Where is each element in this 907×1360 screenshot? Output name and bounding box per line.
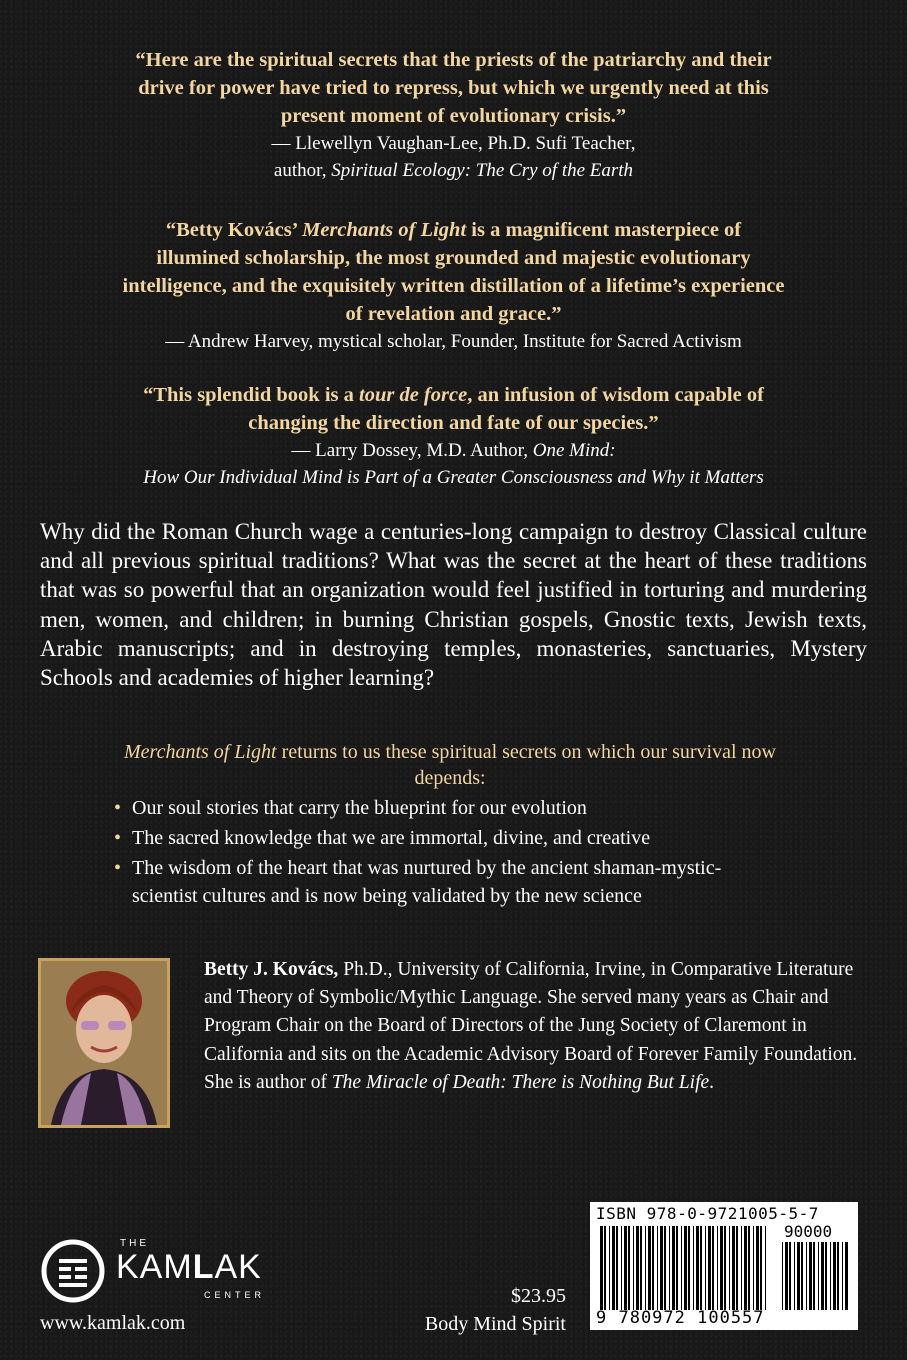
barcode-bar [676,1226,678,1310]
barcode-bar [720,1226,723,1310]
isbn-barcode [590,1202,858,1330]
bullet-icon: • [114,797,122,819]
barcode-bar [813,1242,815,1310]
barcode-bar [624,1226,627,1310]
barcode-bar [616,1226,618,1310]
category: Body Mind Spirit [424,1313,566,1335]
quote-1-line-2: drive for power have tried to repress, but which we urgently need at this [138,77,769,99]
barcode-bar [729,1226,730,1310]
price: $23.95 [511,1285,566,1307]
quote-3-book-title: One Mind: [532,440,616,461]
barcode-bar [660,1226,663,1310]
publisher-the: THE [120,1238,149,1249]
barcode-bar [712,1226,714,1310]
author-book-title: The Miracle of Death: There is Nothing But Life [331,1071,710,1093]
author-portrait-illustration [41,961,167,1125]
barcode-bar [604,1226,606,1310]
barcode-bar [645,1226,646,1310]
barcode-bar [669,1226,670,1310]
book-intro [120,739,780,791]
addon-barcode [782,1242,848,1310]
quote-2-attribution: — Andrew Harvey, mystical scholar, Founder, Institute for Sacred Activism [165,331,742,352]
quote-1-line-1: “Here are the spiritual secrets that the priests of the patriarchy and their [135,49,772,71]
barcode-bar [821,1242,824,1310]
quote-3-attribution: — Larry Dossey, M.D. Author, One Mind: [291,440,616,461]
barcode-bar [648,1226,651,1310]
isbn-label: ISBN 978-0-9721005-5-7 [596,1204,819,1223]
quote-1-book-title: Spiritual Ecology: The Cry of the Earth [331,160,634,181]
barcode-bar [696,1226,699,1310]
barcode-bar [717,1226,718,1310]
publisher-logo [40,1238,280,1308]
barcode-bar [724,1226,726,1310]
barcode-bar [628,1226,630,1310]
intro-book-title: Merchants of Light [124,741,277,763]
barcode-bar [753,1226,754,1310]
barcode-bar [684,1226,687,1310]
barcode-bar [782,1242,783,1310]
barcode-bar [705,1226,706,1310]
barcode-bar [794,1242,795,1310]
barcode-bar [797,1242,800,1310]
barcode-bar [842,1242,843,1310]
endorsement-quote-1 [40,46,867,184]
barcode-bar [837,1242,839,1310]
barcode-number: 9 780972 100557 [596,1308,765,1328]
publisher-name: KAMLAK [116,1248,262,1286]
barcode-bar [830,1242,831,1310]
barcode-bar [633,1226,634,1310]
barcode-bar [818,1242,819,1310]
barcode-bar [748,1226,750,1310]
endorsement-quote-3 [40,381,867,491]
barcode-bar [600,1226,603,1310]
book-description: Why did the Roman Church wage a centuries-long campaign to destroy Classical culture and all previous spiritual traditions? What was the secret at the heart of these traditions that was so powerful that an organization would feel justified in torturing and murdering men, women, and children; in burning Christian gospels, Gnostic texts, Jewish texts, Arabic manuscripts; and in destroying temples, monasteries, sanctuaries, Mystery Schools and academies of higher learning? [40,519,867,691]
barcode-bar [765,1226,766,1310]
barcode-bar [609,1226,610,1310]
ean-barcode [600,1226,770,1310]
barcode-bar [785,1242,788,1310]
barcode-bar [621,1226,622,1310]
barcode-bar [789,1242,791,1310]
quote-1-line-3: present moment of evolutionary crisis.” [280,105,627,127]
barcode-bar [693,1226,694,1310]
barcode-bar [744,1226,747,1310]
quote-2-line-4: of revelation and grace.” [345,303,562,325]
barcode-bar [708,1226,711,1310]
publisher-url[interactable]: www.kamlak.com [40,1312,186,1334]
kamlak-emblem-icon [40,1238,106,1304]
barcode-bar [806,1242,807,1310]
quote-3-line-1: “This splendid book is a tour de force, an infusion of wisdom capable of [143,384,764,406]
intro-text: returns to us these spiritual secrets on which our survival now depends: [276,741,776,789]
author-photo [38,958,170,1128]
barcode-bar [700,1226,702,1310]
quote-1-attribution: — Llewellyn Vaughan-Lee, Ph.D. Sufi Teacher, [271,133,636,154]
barcode-bar [688,1226,690,1310]
barcode-bar [845,1242,848,1310]
barcode-bar [612,1226,615,1310]
quote-2-line-1: “Betty Kovács’ Merchants of Light is a magnificent masterpiece of [165,219,742,241]
list-item: • Our soul stories that carry the blueprint for our evolution [114,794,814,822]
quote-3-emphasis: tour de force [359,384,468,406]
quote-3-book-subtitle: How Our Individual Mind is Part of a Greater Consciousness and Why it Matters [143,467,764,488]
barcode-bar [664,1226,666,1310]
quote-2-line-2: illumined scholarship, the most grounded and majestic evolutionary [156,247,751,269]
price-block [400,1282,566,1338]
author-bio: Betty J. Kovács, Ph.D., University of California, Irvine, in Comparative Literature and Theory of Symbolic/Mythic Language. She served many years as Chair and Program Chair on the Board of Directors of the Jung Society of Claremont in California and sits on the Academic Advisory Board of Forever Family Foundation. She is author of The Miracle of Death: There is Nothing But Life. [204,959,858,1093]
barcode-bar [756,1226,759,1310]
barcode-bar [672,1226,675,1310]
barcode-bar [809,1242,812,1310]
barcode-bar [732,1226,735,1310]
quote-2-book-title: Merchants of Light [302,219,467,241]
author-name: Betty J. Kovács, [204,959,339,980]
list-item: • The wisdom of the heart that was nurtured by the ancient shaman-mystic-scientist cultures and is now being validated by the new science [114,854,814,910]
barcode-bar [636,1226,639,1310]
quote-3-line-2: changing the direction and fate of our species.” [248,412,659,434]
bullet-icon: • [114,827,122,849]
quote-2-line-3: intelligence, and the exquisitely written distillation of a lifetime’s experience [122,275,785,297]
publisher-center: CENTER [204,1290,266,1300]
barcode-bar [825,1242,827,1310]
bullet-icon: • [114,857,122,879]
barcode-bar [640,1226,642,1310]
list-item: • The sacred knowledge that we are immortal, divine, and creative [114,824,814,852]
barcode-bar [741,1226,742,1310]
feature-list [114,794,814,912]
barcode-bar [736,1226,738,1310]
endorsement-quote-2 [40,216,867,355]
barcode-bar [801,1242,803,1310]
barcode-bar [760,1226,762,1310]
barcode-bar [833,1242,836,1310]
barcode-bar [681,1226,682,1310]
barcode-bar [652,1226,654,1310]
quote-1-source: author, Spiritual Ecology: The Cry of the Earth [273,160,634,181]
price-code: 90000 [784,1222,833,1241]
barcode-bar [657,1226,658,1310]
